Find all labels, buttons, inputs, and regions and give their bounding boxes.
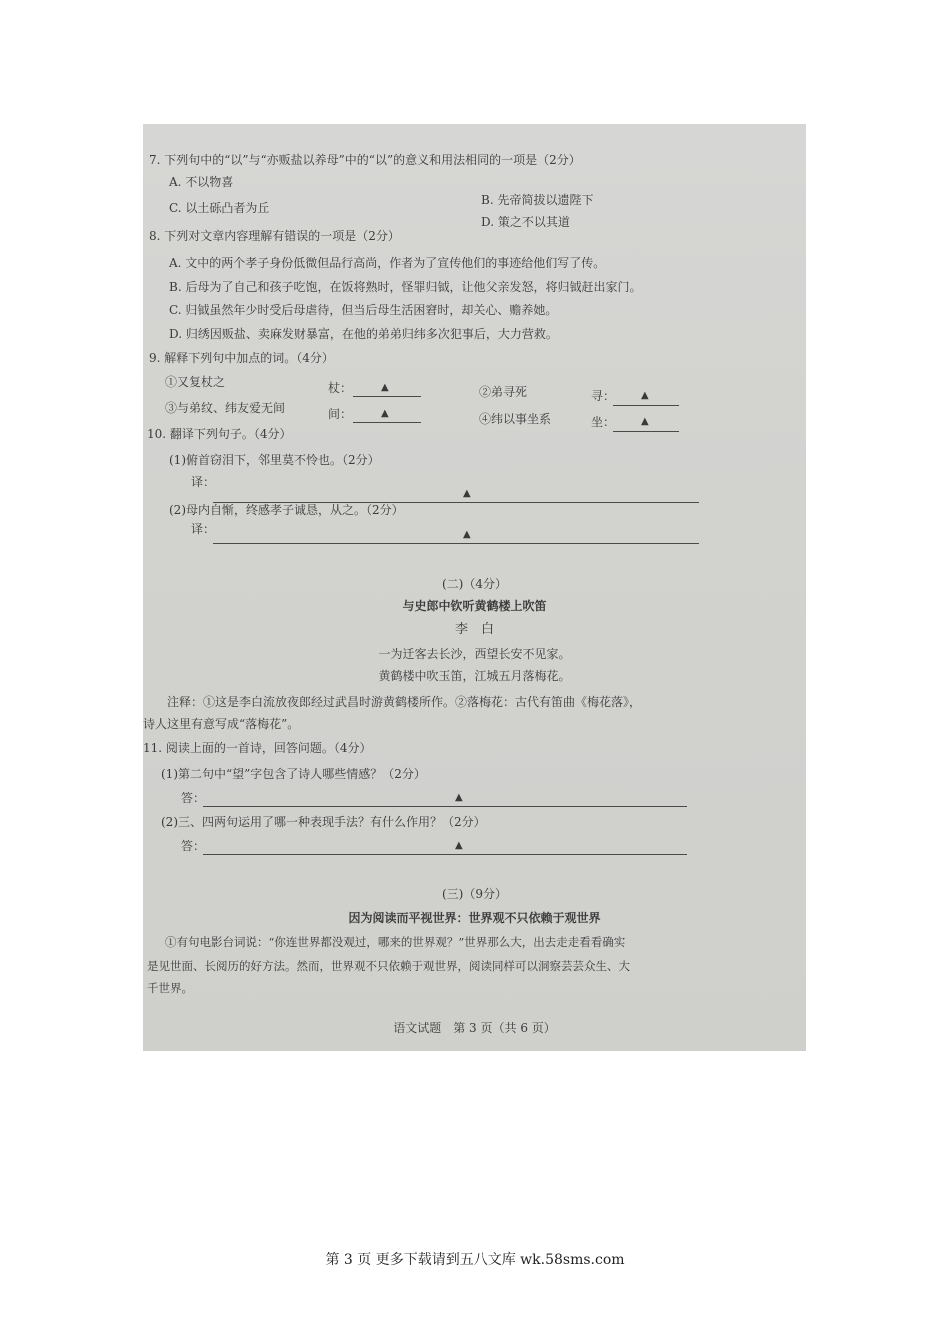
q10-translate-label-2: 译： [191,522,216,536]
q11-sub-2: (2)三、四两句运用了哪一种表现手法？有什么作用？（2分） [161,815,486,829]
q9-stem: 9. 解释下列句中加点的词。（4分） [149,351,334,365]
q11-answer-label-2: 答： [181,839,206,853]
q10-stem: 10. 翻译下列句子。（4分） [147,427,292,441]
poem-line-1: 一为迁客去长沙，西望长安不见家。 [378,647,571,661]
q7-option-c: C. 以土砾凸者为丘 [169,201,270,215]
q11-answer-line-1[interactable] [203,806,687,807]
q11-answer-label-1: 答： [181,791,206,805]
q8-option-b: B. 后母为了自己和孩子吃饱，在饭将熟时，怪罪归钺，让他父亲发怒，将归钺赶出家门。 [169,280,642,294]
q7-option-d: D. 策之不以其道 [481,215,570,229]
q11-stem: 11. 阅读上面的一首诗，回答问题。（4分） [143,741,372,755]
part3-paragraph-line-3: 千世界。 [147,981,193,995]
q7-stem: 7. 下列句中的“以”与“亦贩盐以养母”中的“以”的意义和用法相同的一项是（2分） [149,153,581,167]
q8-option-d: D. 归绣因贩盐、卖麻发财暴富，在他的弟弟归纬多次犯事后，大力营救。 [169,327,558,341]
q9-item-3-blank[interactable] [353,422,421,423]
q10-sentence-2: (2)母内自惭，终感孝子诚恳，从之。（2分） [169,503,404,517]
poem-author: 李 白 [454,622,494,637]
exam-page-photo [143,124,806,1051]
q10-translate-label-1: 译： [191,475,216,489]
blank-marker-icon: ▲ [455,840,463,851]
q9-item-1: ①又复杖之 [165,375,226,389]
blank-marker-icon: ▲ [641,416,649,427]
poem-line-2: 黄鹤楼中吹玉笛，江城五月落梅花。 [378,669,571,683]
q9-item-1-blank[interactable] [353,396,421,397]
q7-option-a: A. 不以物喜 [169,175,234,189]
q9-item-2: ②弟寻死 [479,385,528,399]
q8-option-a: A. 文中的两个孝子身份低微但品行高尚，作者为了宣传他们的事迹给他们写了传。 [169,256,606,270]
blank-marker-icon: ▲ [381,408,389,419]
q8-option-c: C. 归钺虽然年少时受后母虐待，但当后母生活困窘时，却关心、赡养她。 [169,303,558,317]
blank-marker-icon: ▲ [455,792,463,803]
blank-marker-icon: ▲ [463,488,471,499]
q11-sub-1: (1)第二句中“望”字包含了诗人哪些情感？（2分） [161,767,426,781]
q11-answer-line-2[interactable] [203,854,687,855]
q7-option-b: B. 先帝简拔以遗陛下 [481,193,594,207]
blank-marker-icon: ▲ [641,390,649,401]
q9-item-2-blank[interactable] [613,405,679,406]
poem-section-heading: (二)（4分） [442,577,507,591]
blank-marker-icon: ▲ [381,382,389,393]
part3-title: 因为阅读而平视世界：世界观不只依赖于观世界 [348,911,601,925]
poem-note-line-2: 诗人这里有意写成“落梅花”。 [143,717,300,731]
part3-paragraph-line-1: ①有句电影台词说：“你连世界都没观过，哪来的世界观？”世界那么大，出去走走看看确实 [165,935,626,949]
q10-sentence-1: (1)俯首窃泪下，邻里莫不怜也。（2分） [169,453,380,467]
part3-paragraph-line-2: 是见世面、长阅历的好方法。然而，世界观不只依赖于观世界，阅读同样可以洞察芸芸众生、大 [147,959,630,973]
part3-section-heading: (三)（9分） [442,887,507,901]
poem-note-line-1: 注释：①这是李白流放夜郎经过武昌时游黄鹤楼所作。②落梅花：古代有笛曲《梅花落》， [167,695,642,709]
q9-item-1-word: 杖： [328,381,353,395]
poem-title: 与史郎中钦听黄鹤楼上吹笛 [402,599,547,613]
q9-item-4-word: 坐： [591,415,616,429]
q9-item-4-blank[interactable] [613,431,679,432]
q9-item-3: ③与弟纹、纬友爱无间 [165,401,286,415]
q9-item-2-word: 寻： [591,389,616,403]
exam-page-footer: 语文试题 第 3 页（共 6 页） [393,1021,556,1035]
document-caption: 第 3 页 更多下载请到五八文库 wk.58sms.com [325,1252,625,1268]
blank-marker-icon: ▲ [463,529,471,540]
q10-answer-line-2[interactable] [213,543,699,544]
q8-stem: 8. 下列对文章内容理解有错误的一项是（2分） [149,229,400,243]
q9-item-4: ④纬以事坐系 [479,412,552,426]
q9-item-3-word: 间： [328,407,353,421]
